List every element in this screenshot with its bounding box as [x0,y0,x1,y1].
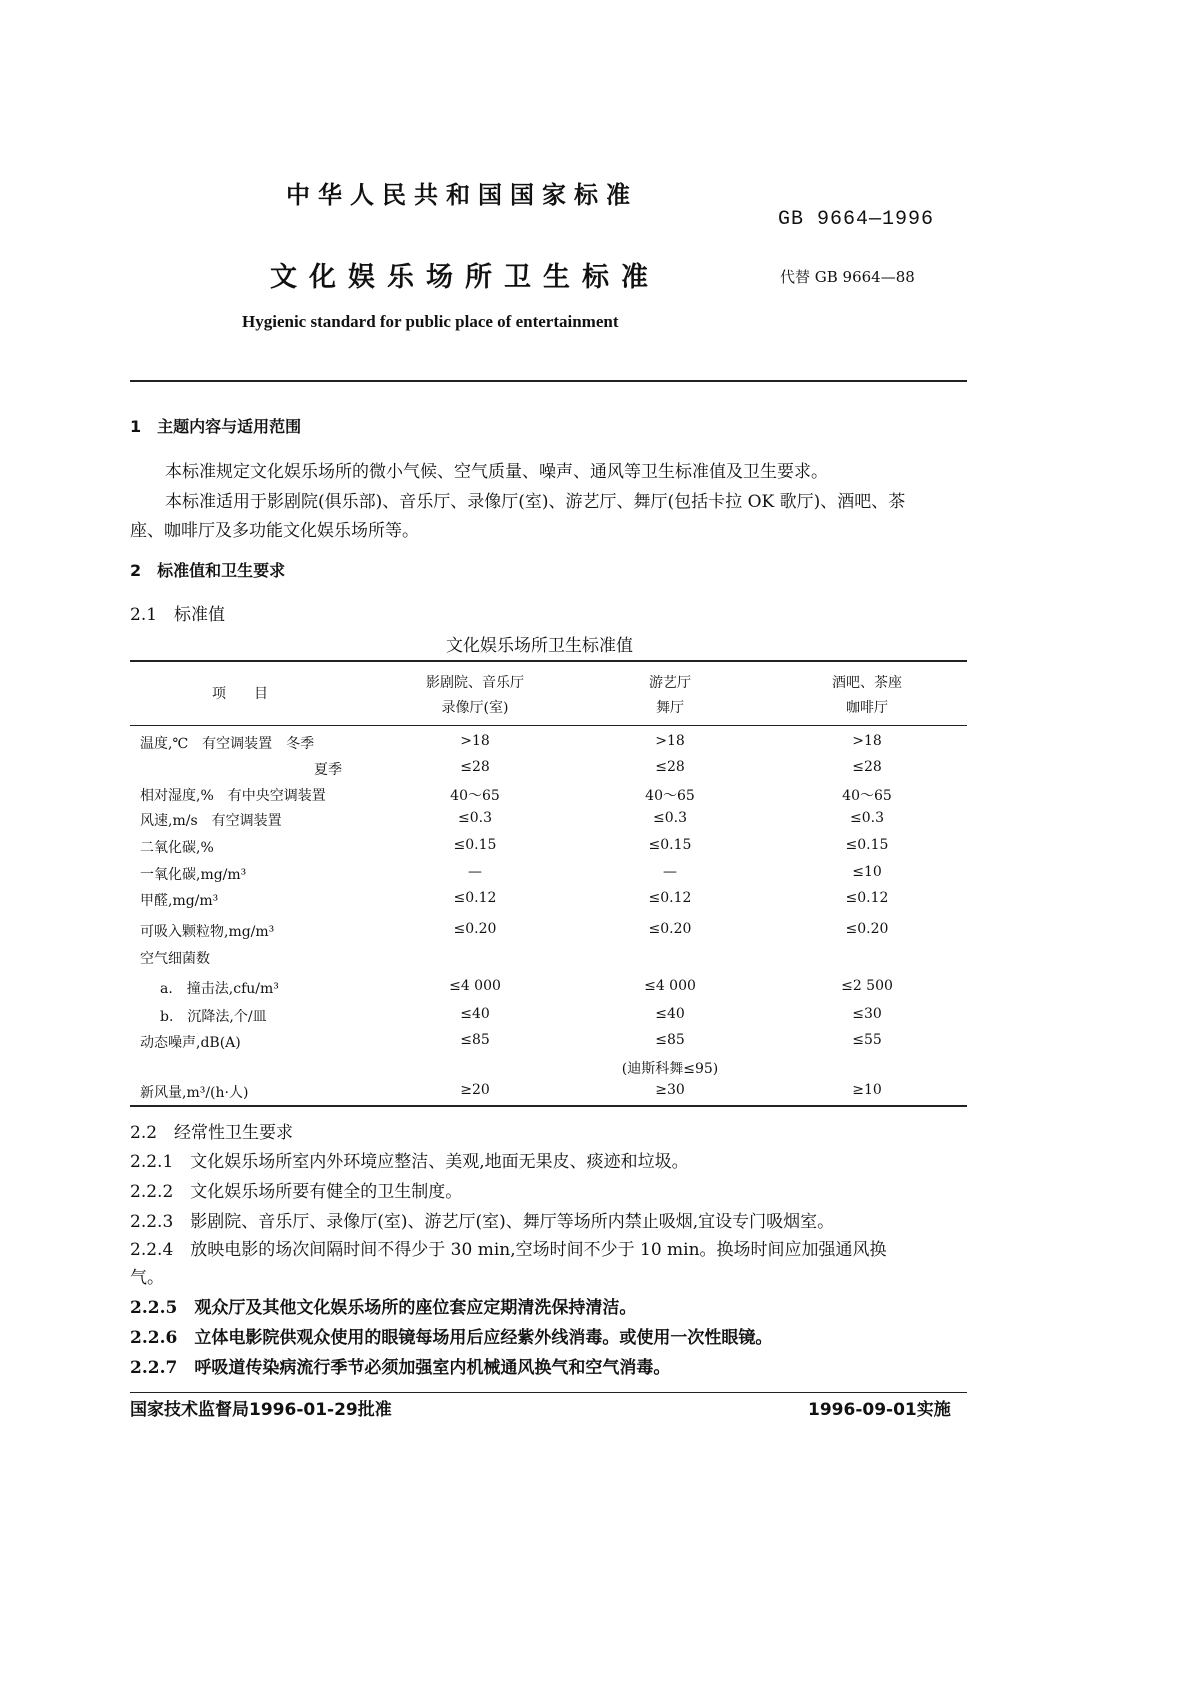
cell-value: ≤4 000 [644,978,696,994]
header-item: 项 目 [212,686,268,702]
requirement-item: 2.2.2 文化娱乐场所要有健全的卫生制度。 [130,1182,463,1202]
effective-date: 1996-09-01实施 [808,1400,951,1420]
cell-value: 40～65 [645,788,695,804]
row-label: 夏季 [314,762,342,778]
cell-value: ≥20 [460,1082,490,1098]
cell-value: ≤30 [852,1006,882,1022]
row-label: 二氧化碳,% [140,840,214,856]
cell-value: 40～65 [842,788,892,804]
english-title: Hygienic standard for public place of entertainment [242,312,619,331]
cell-value: 40～65 [450,788,500,804]
requirement-item: 2.2.7 呼吸道传染病流行季节必须加强室内机械通风换气和空气消毒。 [130,1358,671,1378]
section-2-heading: 2 标准值和卫生要求 [130,561,286,580]
table-caption: 文化娱乐场所卫生标准值 [446,636,633,656]
cell-value: ≤85 [655,1032,685,1048]
paragraph: 本标准适用于影剧院(俱乐部)、音乐厅、录像厅(室)、游艺厅、舞厅(包括卡拉 OK 歌厅)、酒吧、茶 [165,492,906,512]
cell-value: ≤0.20 [648,921,692,937]
table-header-rule [130,725,967,726]
cell-value: ≤55 [852,1032,882,1048]
cell-value: ≤0.12 [648,890,692,906]
row-label: a. 撞击法,cfu/m³ [160,981,279,997]
table-top-rule [130,660,967,662]
requirement-item: 气。 [130,1268,164,1288]
row-label: 可吸入颗粒物,mg/m³ [140,924,275,940]
cell-value: ≤28 [460,759,490,775]
paragraph: 本标准规定文化娱乐场所的微小气候、空气质量、噪声、通风等卫生标准值及卫生要求。 [165,462,828,482]
row-label: 甲醛,mg/m³ [140,893,219,909]
row-label: 新风量,m³/(h·人) [140,1085,249,1101]
requirement-item: 2.2.6 立体电影院供观众使用的眼镜每场用后应经紫外线消毒。或使用一次性眼镜。 [130,1328,773,1348]
cell-value: ≤40 [655,1006,685,1022]
row-label: 风速,m/s 有空调装置 [140,813,282,829]
cell-value: ≤10 [852,864,882,880]
section-2-2-heading: 2.2 经常性卫生要求 [130,1123,294,1143]
cell-value: ≤4 000 [449,978,501,994]
cell-value: >18 [655,733,685,749]
cell-value: — [663,864,677,880]
row-label: 一氧化碳,mg/m³ [140,867,247,883]
row-label: b. 沉降法,个/皿 [160,1009,267,1025]
header-col2: 游艺厅 [649,675,691,691]
section-2-1-heading: 2.1 标准值 [130,605,226,625]
approval-date: 国家技术监督局1996-01-29批准 [130,1400,392,1420]
cell-value: ≤0.20 [845,921,889,937]
header-col2: 舞厅 [656,700,684,716]
cell-value: ≤0.12 [845,890,889,906]
row-label: 动态噪声,dB(A) [140,1035,241,1051]
cell-value: ≤2 500 [841,978,893,994]
cell-value: ≤40 [460,1006,490,1022]
row-label: 相对湿度,% 有中央空调装置 [140,788,326,804]
cell-value: >18 [460,733,490,749]
cell-value: >18 [852,733,882,749]
table-bottom-rule [130,1105,967,1107]
cell-value: ≤28 [655,759,685,775]
cell-value: ≤0.3 [458,810,492,826]
cell-value: ≤0.15 [845,837,889,853]
row-label: 空气细菌数 [140,951,210,967]
cell-value: ≤0.15 [648,837,692,853]
header-col3: 咖啡厅 [846,700,888,716]
replaces-note: 代替 GB 9664—88 [780,268,915,286]
doc-title: 文化娱乐场所卫生标准 [270,262,660,293]
cell-value: ≥10 [852,1082,882,1098]
standard-code: GB 9664—1996 [778,208,935,231]
cell-value: ≥30 [655,1082,685,1098]
cell-value: ≤0.15 [453,837,497,853]
cell-value: ≤0.3 [850,810,884,826]
cell-value: ≤0.12 [453,890,497,906]
cell-value: ≤0.20 [453,921,497,937]
section-1-heading: 1 主题内容与适用范围 [130,417,302,436]
row-label: 温度,℃ 有空调装置 冬季 [140,736,315,752]
cell-value: ≤28 [852,759,882,775]
header-col3: 酒吧、茶座 [832,675,902,691]
requirement-item: 2.2.1 文化娱乐场所室内外环境应整洁、美观,地面无果皮、痰迹和垃圾。 [130,1152,689,1172]
cell-value: (迪斯科舞≤95) [621,1061,719,1077]
footer-rule [130,1392,967,1393]
cell-value: ≤85 [460,1032,490,1048]
requirement-item: 2.2.4 放映电影的场次间隔时间不得少于 30 min,空场时间不少于 10 min。换场时间应加强通风换 [130,1240,887,1260]
header-col1: 影剧院、音乐厅 [426,675,524,691]
requirement-item: 2.2.5 观众厅及其他文化娱乐场所的座位套应定期清洗保持清洁。 [130,1298,637,1318]
cell-value: ≤0.3 [653,810,687,826]
requirement-item: 2.2.3 影剧院、音乐厅、录像厅(室)、游艺厅(室)、舞厅等场所内禁止吸烟,宜设专门吸烟室。 [130,1212,835,1232]
header-rule [130,380,967,382]
org-title: 中华人民共和国国家标准 [286,181,638,209]
paragraph: 座、咖啡厅及多功能文化娱乐场所等。 [130,521,419,541]
cell-value: — [468,864,482,880]
header-col1: 录像厅(室) [441,700,509,716]
